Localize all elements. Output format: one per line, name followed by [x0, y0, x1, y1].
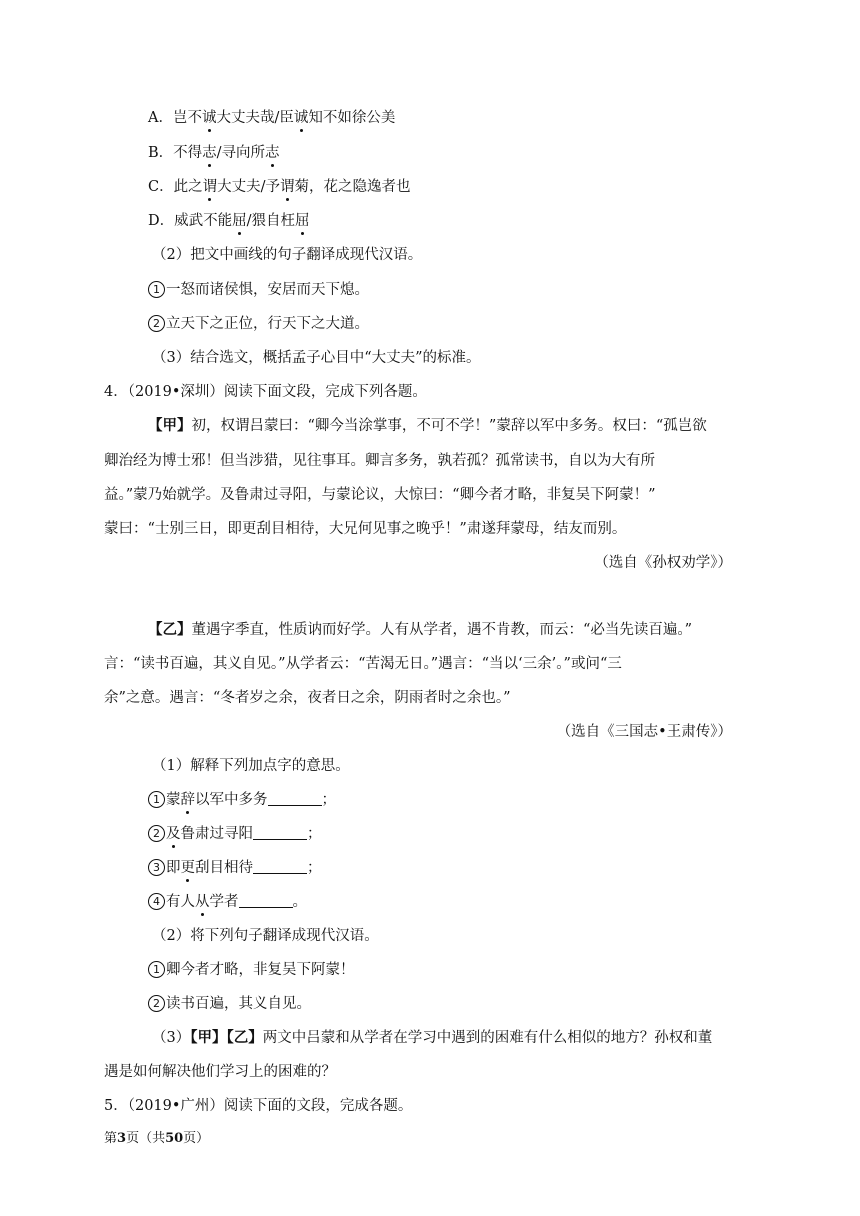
item-text: 鲁肃过寻阳	[180, 826, 253, 842]
option-c-text: 大丈夫/予	[217, 179, 280, 195]
footer-text: 页（共	[126, 1131, 166, 1146]
yi-line-3: 余”之意。遇言：“冬者岁之余，夜者日之余，阴雨者时之余也。”	[104, 690, 511, 706]
option-a-text: A．岂不	[148, 110, 202, 126]
item-text: 学者	[209, 894, 239, 910]
q4-subquestion-3	[152, 1028, 712, 1048]
page-footer	[104, 1129, 209, 1149]
dotted-char: 谓	[202, 179, 218, 195]
q3-subquestion-3: （3）结合选文，概括孟子心目中“大丈夫”的标准。	[152, 350, 481, 366]
circled-number: 2	[148, 825, 165, 842]
dotted-char: 志	[202, 145, 217, 161]
item-text: ；	[307, 826, 322, 842]
q3-sentence-2	[148, 314, 369, 334]
explain-item-4	[148, 892, 307, 912]
translate-item-2	[148, 994, 311, 1014]
answer-blank[interactable]	[253, 859, 307, 874]
dotted-char: 屈	[232, 213, 247, 229]
jia-source: （选自《孙权劝学》）	[594, 555, 732, 571]
sentence-text: 卿今者才略，非复吴下阿蒙！	[166, 962, 355, 978]
q3-sentence-1	[148, 280, 369, 300]
page-number: 3	[117, 1131, 127, 1146]
subquestion-prefix: （3）	[152, 1030, 191, 1046]
item-text: 刮目相待	[195, 860, 253, 876]
item-text: 有人	[166, 894, 195, 910]
option-b-text: /寻向所	[216, 145, 266, 161]
total-pages: 50	[165, 1131, 184, 1146]
circled-number: 4	[148, 893, 165, 910]
yi-source: （选自《三国志•王肃传》）	[556, 724, 732, 740]
option-a-text: 知不如徐公美	[308, 110, 396, 126]
option-c-text: C．此之	[148, 179, 203, 195]
option-a-text: 大丈夫哉/臣	[216, 110, 294, 126]
passage-tag: 【甲】	[148, 417, 192, 434]
q4-subquestion-2: （2）将下列句子翻译成现代汉语。	[152, 928, 379, 944]
passage-tag: 【乙】	[148, 621, 192, 638]
translate-item-1	[148, 960, 355, 980]
item-text: ；	[321, 792, 336, 808]
q4-subquestion-1: （1）解释下列加点字的意思。	[152, 758, 350, 774]
dotted-char: 辞	[180, 792, 195, 808]
option-d-text: D．威武不能	[148, 213, 233, 229]
explain-item-1	[148, 790, 336, 810]
q5-title: 5．（2019•广州）阅读下面的文段，完成各题。	[104, 1098, 413, 1114]
item-text: 即	[166, 860, 181, 876]
jia-line-1	[148, 416, 707, 436]
option-c	[148, 177, 411, 197]
explain-item-2	[148, 824, 322, 844]
sentence-text: 一怒而诸侯惧，安居而天下熄。	[166, 282, 369, 298]
option-d	[148, 211, 310, 231]
passage-text: 董遇字季直，性质讷而好学。人有从学者，遇不肯教，而云：“必当先读百遍。”	[191, 622, 693, 638]
item-text: ；	[307, 860, 322, 876]
circled-number: 2	[148, 315, 165, 332]
sentence-text: 读书百遍，其义自见。	[166, 996, 311, 1012]
q4-title: 4．（2019•深圳）阅读下面文段，完成下列各题。	[104, 384, 427, 400]
dotted-char: 谓	[280, 179, 295, 195]
passage-tags: 【甲】【乙】	[190, 1029, 263, 1046]
item-text: 。	[292, 894, 307, 910]
option-a	[148, 108, 395, 128]
dotted-char: 及	[166, 826, 181, 842]
item-text: 蒙	[166, 792, 181, 808]
footer-text: 第	[104, 1131, 118, 1146]
item-text: 以军中多务	[195, 792, 268, 808]
passage-text: 初，权谓吕蒙曰：“卿今当涂掌事，不可不学！”蒙辞以军中多务。权曰：“孤岂欲	[191, 418, 707, 434]
option-b	[148, 143, 280, 163]
jia-line-2: 卿治经为博士邪！但当涉猎，见往事耳。卿言多务，孰若孤？孤常读书，自以为大有所	[104, 453, 655, 469]
dotted-char: 从	[195, 894, 210, 910]
circled-number: 2	[148, 995, 165, 1012]
jia-line-3: 益。”蒙乃始就学。及鲁肃过寻阳，与蒙论议，大惊曰：“卿今者才略，非复吴下阿蒙！”	[104, 487, 656, 503]
q3-subquestion-2: （2）把文中画线的句子翻译成现代汉语。	[152, 247, 423, 263]
jia-line-4: 蒙曰：“士别三日，即更刮目相待，大兄何见事之晚乎！”肃遂拜蒙母，结友而别。	[104, 521, 627, 537]
yi-line-2: 言：“读书百遍，其义自见。”从学者云：“苦渴无日。”遇言：“当以‘三余’。”或问“三	[104, 656, 622, 672]
circled-number: 1	[148, 791, 165, 808]
option-b-text: B．不得	[148, 145, 203, 161]
answer-blank[interactable]	[239, 893, 293, 908]
dotted-char: 诚	[293, 110, 309, 126]
dotted-char: 诚	[201, 110, 217, 126]
circled-number: 1	[148, 281, 165, 298]
circled-number: 3	[148, 859, 165, 876]
dotted-char: 志	[265, 145, 280, 161]
option-c-text: 菊，花之隐逸者也	[294, 179, 411, 195]
answer-blank[interactable]	[253, 825, 307, 840]
dotted-char: 屈	[295, 213, 310, 229]
option-d-text: /猥自枉	[246, 213, 296, 229]
sentence-text: 立天下之正位，行天下之大道。	[166, 316, 369, 332]
subquestion-text: 两文中吕蒙和从学者在学习中遇到的困难有什么相似的地方？孙权和董	[262, 1030, 713, 1046]
q4-subquestion-3-cont: 遇是如何解决他们学习上的困难的？	[104, 1064, 336, 1080]
answer-blank[interactable]	[268, 791, 322, 806]
circled-number: 1	[148, 961, 165, 978]
explain-item-3	[148, 858, 322, 878]
yi-line-1	[148, 620, 692, 640]
footer-text: 页）	[183, 1131, 210, 1146]
dotted-char: 更	[180, 860, 195, 876]
